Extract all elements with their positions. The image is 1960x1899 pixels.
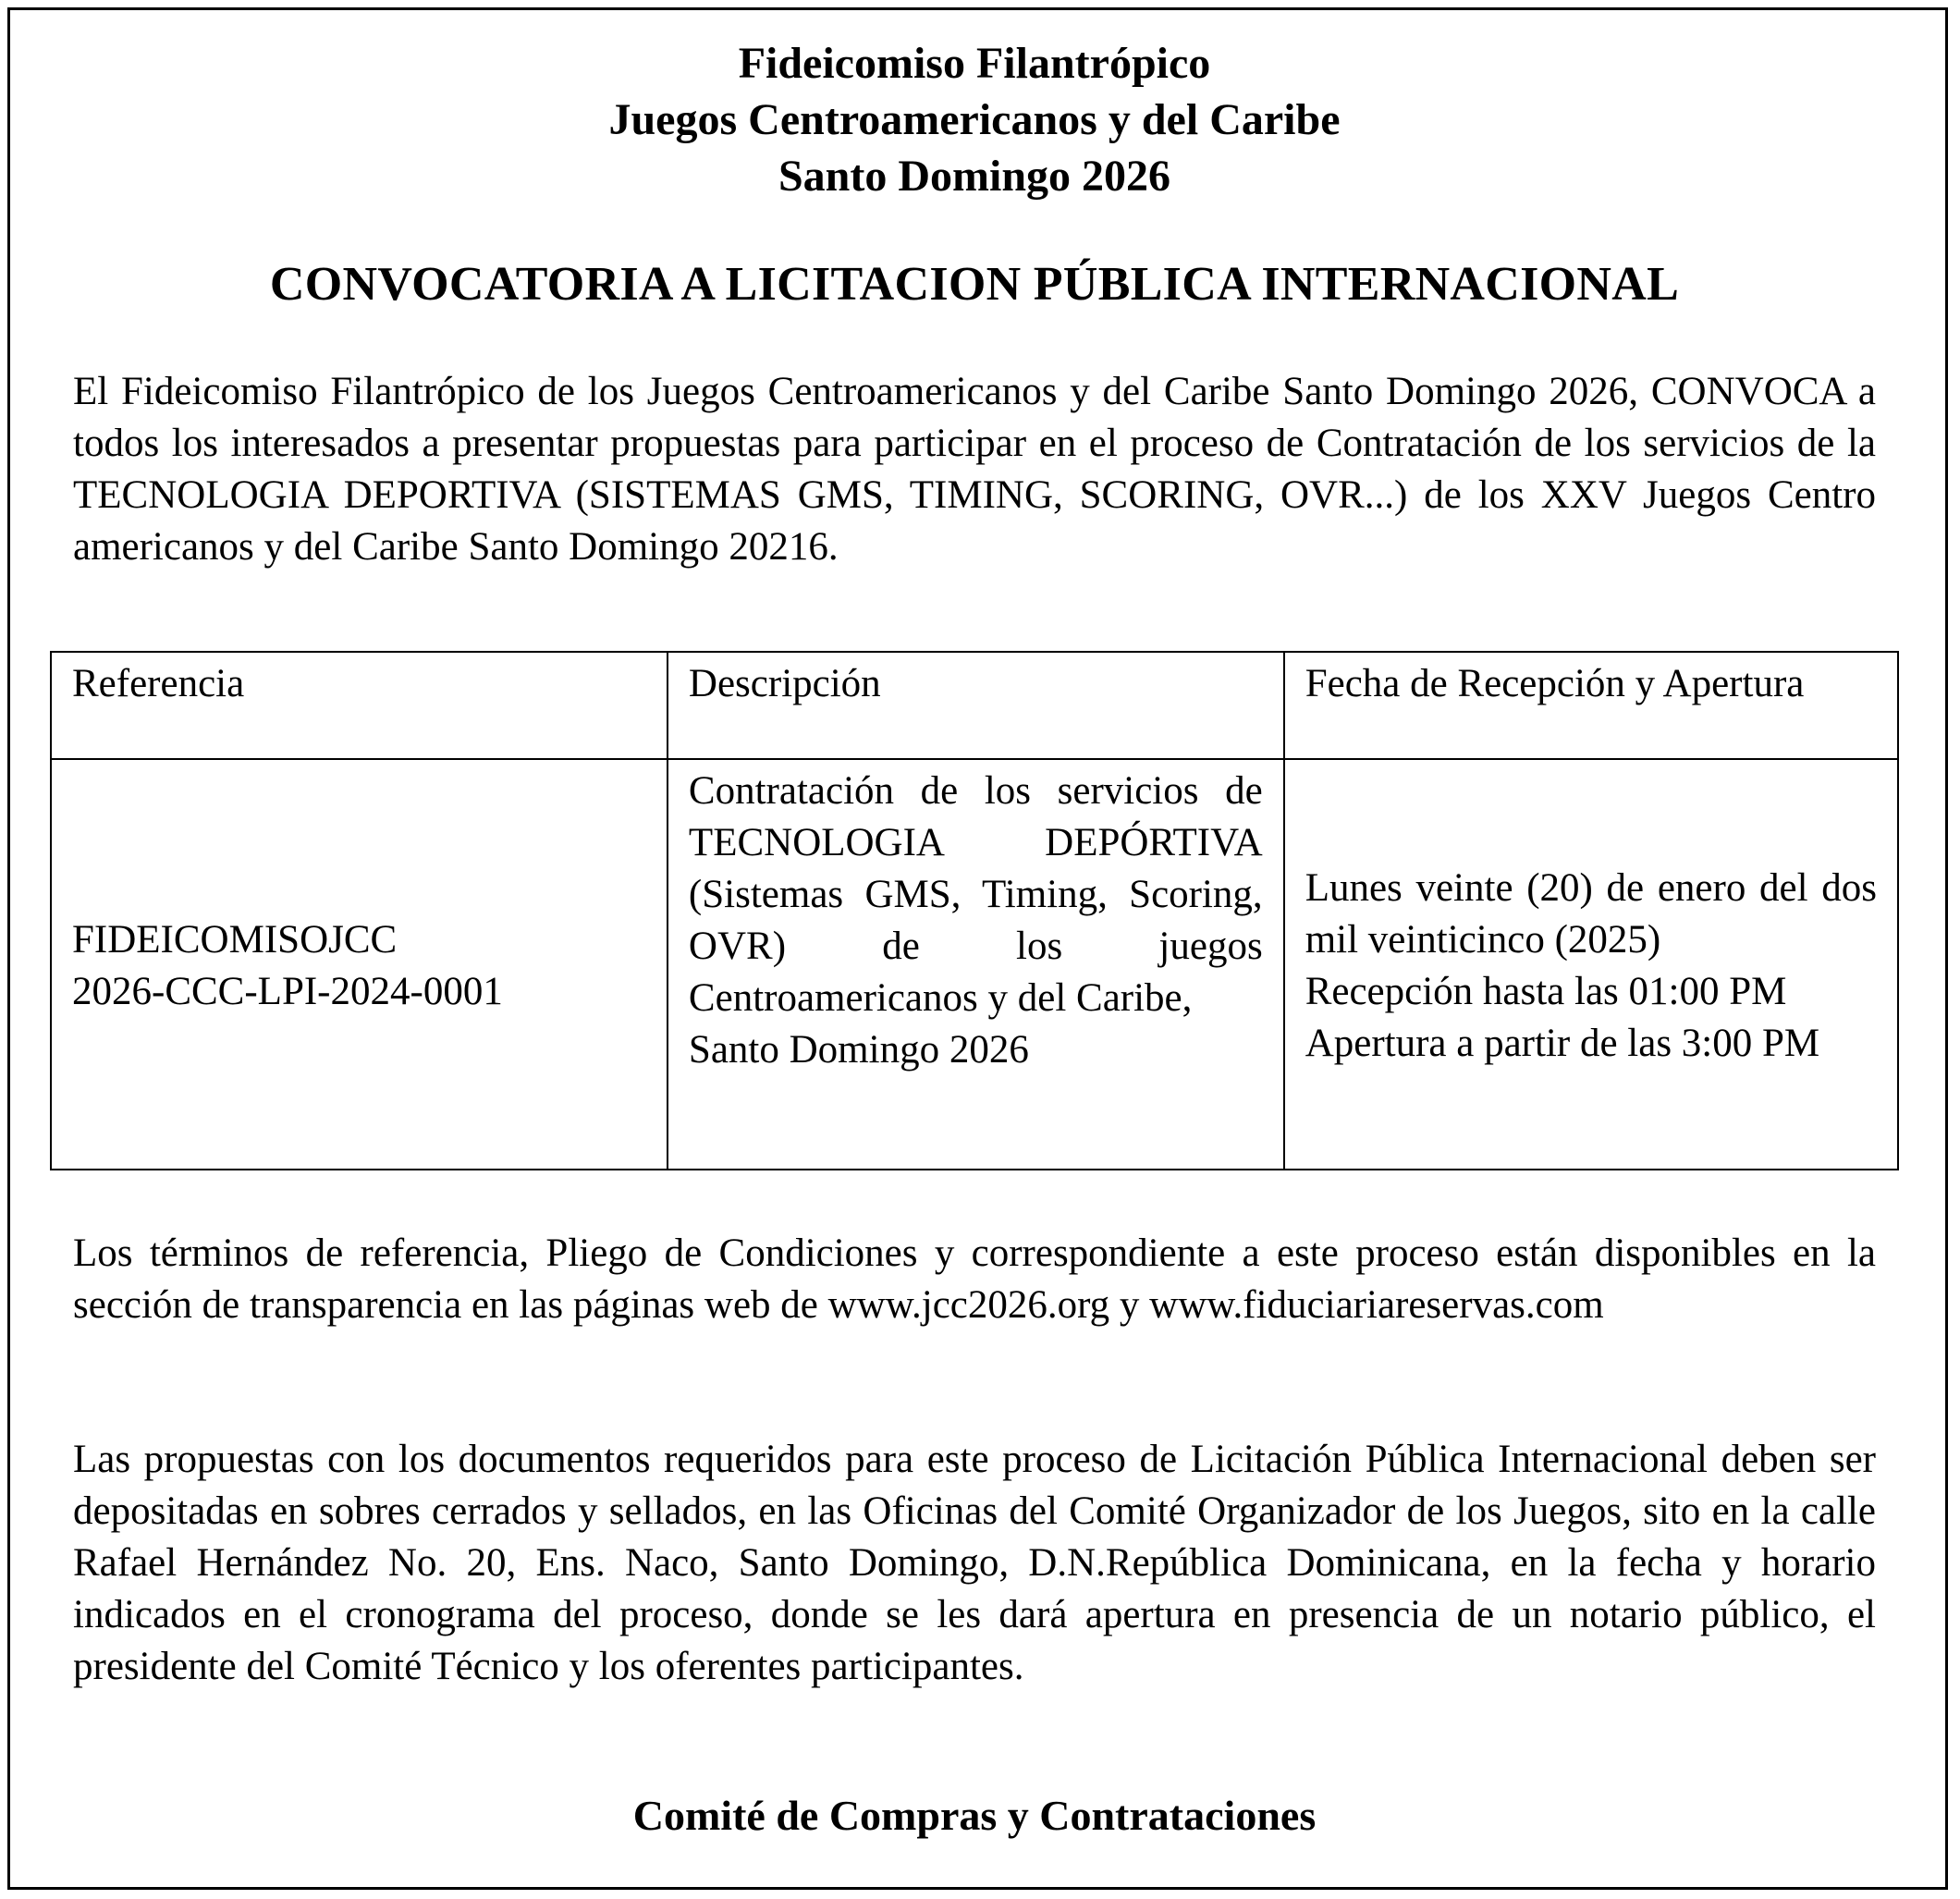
intro-paragraph: El Fideicomiso Filantrópico de los Juegos Centroamericanos y del Caribe Santo Domingo 2026, CONVOCA a todos los interesados a presentar propuestas para participar en el proceso de Contratación de los servicios de la TECNOLOGIA DEPORTIVA (SISTEMAS GMS, TIMING, SCORING, OVR...) de los XXV Juegos Centro americanos y del Caribe Santo Domingo 20216. [73, 370, 1876, 569]
notice-header [73, 35, 1876, 204]
header-edition: Santo Domingo 2026 [778, 152, 1171, 201]
header-organization: Fideicomiso Filantrópico [738, 39, 1211, 88]
reference-code-line2: 2026-CCC-LPI-2024-0001 [72, 970, 503, 1013]
signature: Comité de Compras y Contrataciones [632, 1792, 1317, 1839]
date-text: Lunes veinte (20) de enero del dos mil veinticinco (2025) [1305, 866, 1877, 962]
header-reference: Referencia [51, 652, 668, 759]
terms-paragraph: Los términos de referencia, Pliego de Condiciones y correspondiente a este proceso están disponibles en la sección de transparencia en las páginas web de www.jcc2026.org y www.fiduciariareservas.com [73, 1231, 1876, 1327]
page-title: CONVOCATORIA A LICITACION PÚBLICA INTERNACIONAL [269, 258, 1680, 311]
description-location: Santo Domingo 2026 [688, 1028, 1029, 1072]
tender-table [50, 651, 1899, 1170]
reference-code-line1: FIDEICOMISOJCC [72, 918, 398, 962]
reception-time: Recepción hasta las 01:00 PM [1305, 970, 1787, 1013]
header-games: Juegos Centroamericanos y del Caribe [608, 95, 1341, 144]
reference-cell [51, 759, 668, 1170]
date-cell [1284, 759, 1898, 1170]
opening-time: Apertura a partir de las 3:00 PM [1305, 1022, 1820, 1065]
notice-content [73, 35, 1876, 573]
description-cell [668, 759, 1284, 1170]
description-text: Contratación de los servicios de TECNOLOGIA DEPÓRTIVA (Sistemas GMS, Timing, Scoring, OVR) de los juegos Centroamericanos y del Caribe, [688, 769, 1263, 1020]
header-date: Fecha de Recepción y Apertura [1284, 652, 1898, 759]
table-header-row [51, 652, 1898, 759]
header-description: Descripción [668, 652, 1284, 759]
table-row [51, 759, 1898, 1170]
proposals-paragraph: Las propuestas con los documentos requeridos para este proceso de Licitación Pública Internacional deben ser depositadas en sobres cerrados y sellados, en las Oficinas del Comité Organizador de los Juegos, sito en la calle Rafael Hernández No. 20, Ens. Naco, Santo Domingo, D.N.República Dominicana, en la fecha y horario indicados en el cronograma del proceso, donde se les dará apertura en presencia de un notario público, el presidente del Comité Técnico y los oferentes participantes. [73, 1438, 1876, 1688]
